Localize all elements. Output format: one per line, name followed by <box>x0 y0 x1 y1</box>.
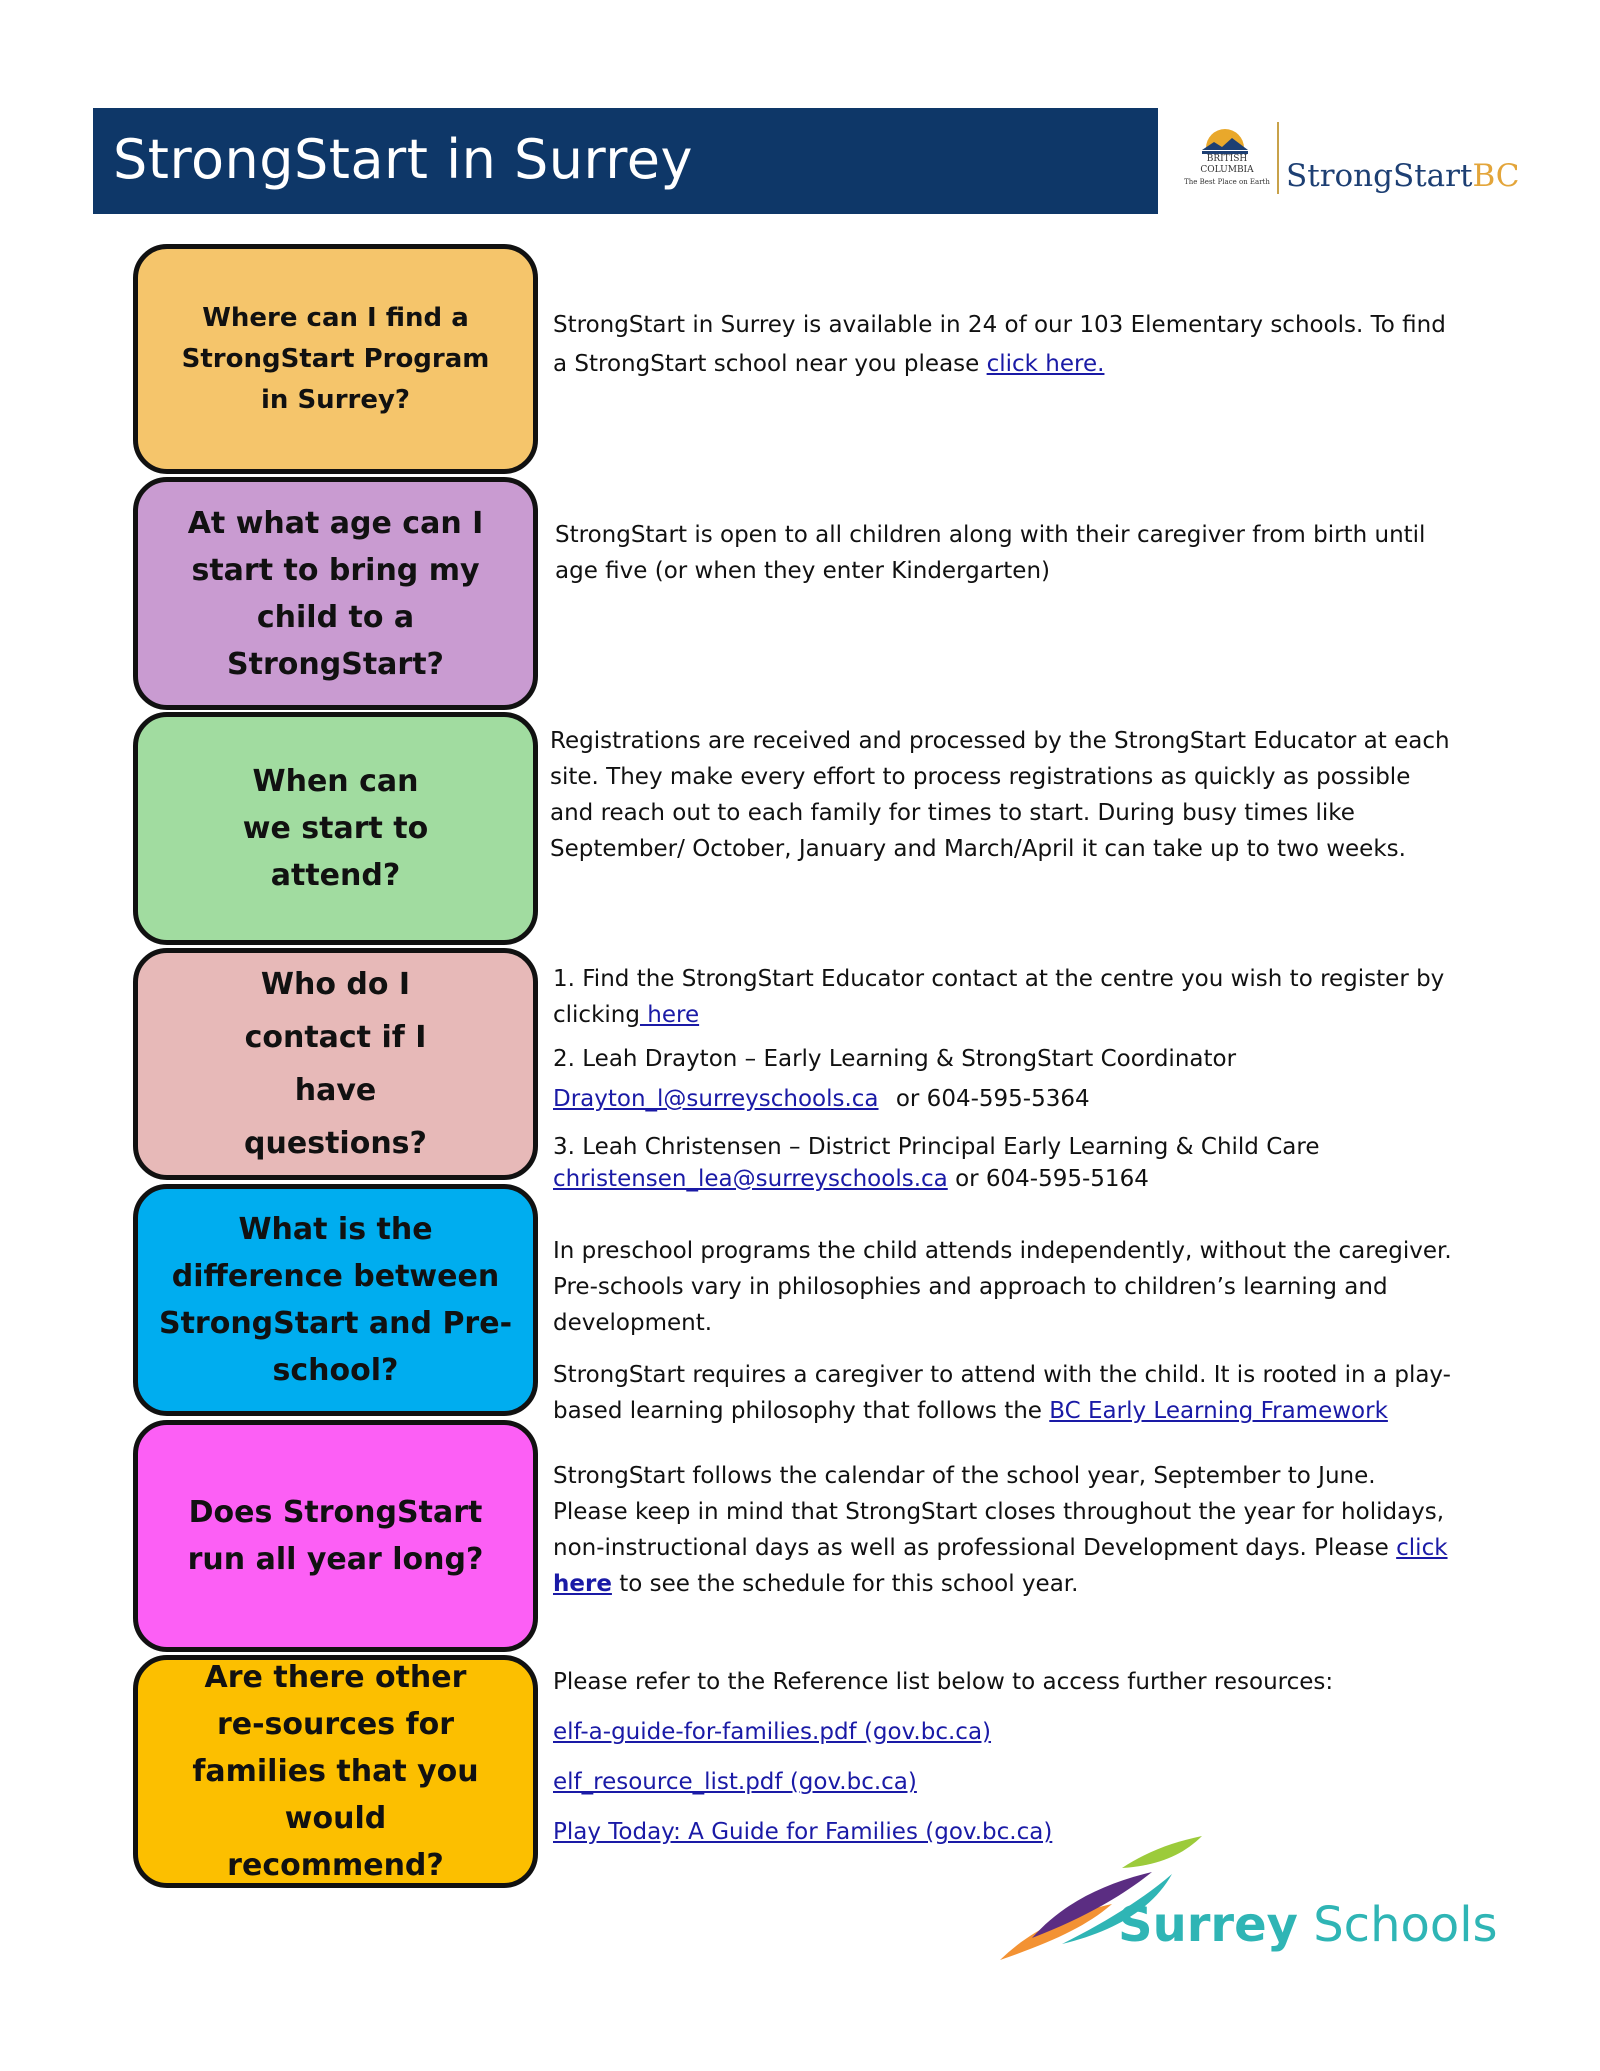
question-text: What is the difference between StrongStart and Pre-school? <box>158 1212 513 1388</box>
bc-logo-text: BRITISH COLUMBIA <box>1200 154 1254 175</box>
question-box-resources <box>133 1655 538 1888</box>
answer-resources: Please refer to the Reference list below to access further resources: elf-a-guide-for-families.pdf (gov.bc.ca) elf_resource_list.pdf (gov.bc.ca) Play Today: A Guide for Families (gov.bc.ca) <box>553 1669 1334 1845</box>
british-columbia-logo <box>1182 118 1272 198</box>
principal-contact: 3. Leah Christensen – District Principal Early Learning & Child Care <box>553 1134 1320 1160</box>
elf-guide-for-families-link[interactable]: elf-a-guide-for-families.pdf (gov.bc.ca) <box>553 1719 992 1745</box>
educator-contacts-link[interactable]: here <box>639 1002 700 1028</box>
question-box-when-attend <box>133 712 538 945</box>
school-calendar-link[interactable]: click here <box>553 1535 1448 1597</box>
question-text: Does StrongStart run all year long? <box>187 1495 484 1577</box>
question-text: When can we start to attend? <box>242 764 429 893</box>
ssbc-logo-suffix: BC <box>1472 158 1520 194</box>
answer-all-year: StrongStart follows the calendar of the school year, September to June. Please keep in mind that StrongStart closes throughout the year for holidays, non-instructional days as well as professional Development days. Please click here to see the schedule for this school year. <box>553 1463 1448 1597</box>
answer-find-program: StrongStart in Surrey is available in 24 of our 103 Elementary schools. To find a StrongStart school near you please click here. <box>553 312 1446 377</box>
preschool-paragraph: In preschool programs the child attends independently, without the caregiver. Pre-schools vary in philosophies and approach to children’s learning and development. <box>553 1238 1452 1336</box>
answer-age: StrongStart is open to all children along with their caregiver from birth until age five (or when they enter Kindergarten) <box>555 522 1426 584</box>
question-box-contact <box>133 948 538 1180</box>
christensen-email-link[interactable]: christensen_lea@surreyschools.ca <box>553 1166 948 1192</box>
elf-resource-list-link[interactable]: elf_resource_list.pdf (gov.bc.ca) <box>553 1769 917 1795</box>
question-text: Are there other re-sources for families that you would recommend? <box>192 1660 479 1883</box>
question-text: Where can I find a StrongStart Program in Surrey? <box>181 302 490 415</box>
ssbc-logo-main: StrongStart <box>1286 158 1473 194</box>
question-box-difference <box>133 1184 538 1416</box>
question-box-age <box>133 477 538 710</box>
coordinator-contact: 2. Leah Drayton – Early Learning & StrongStart Coordinator <box>553 1046 1237 1072</box>
schools-list-link[interactable]: click here. <box>986 351 1105 377</box>
question-text: At what age can I start to bring my child to a StrongStart? <box>187 505 484 682</box>
question-text: Who do I contact if I have questions? <box>244 967 427 1161</box>
drayton-email-link[interactable]: Drayton_l@surreyschools.ca <box>553 1086 879 1112</box>
play-today-guide-link[interactable]: Play Today: A Guide for Families (gov.bc.ca) <box>553 1819 1053 1845</box>
question-box-all-year <box>133 1420 538 1652</box>
header-banner <box>93 108 1158 214</box>
answer-when-attend: Registrations are received and processed by the StrongStart Educator at each site. They make every effort to process registrations as quickly as possible and reach out to each family for times to start. During busy times like September/ October, January and March/April it can take up to two weeks. <box>550 728 1450 862</box>
answer-contact: 1. Find the StrongStart Educator contact at the centre you wish to register by clicking here 2. Leah Drayton – Early Learning & StrongStart Coordinator Drayton_l@surreyschools.ca or 604-595-5364 3. Leah Christensen – District Principal Early Learning & Child Care christensen_lea@surreyschools.ca or 604-595-5164 <box>553 961 1453 1195</box>
bc-logo-tagline: The Best Place on Earth <box>1184 178 1270 186</box>
strongstart-bc-logo <box>1286 158 1520 194</box>
question-box-find-program <box>133 244 538 474</box>
bc-early-learning-framework-link[interactable]: BC Early Learning Framework <box>1049 1398 1388 1424</box>
logo-divider <box>1277 122 1279 194</box>
page-title: StrongStart in Surrey <box>113 128 693 191</box>
surrey-schools-logo-text: Surrey Schools <box>1118 1897 1498 1953</box>
answer-difference: In preschool programs the child attends independently, without the caregiver. Pre-schools vary in philosophies and approach to children’s learning and development. StrongStart requires a caregiver to attend with the child. It is rooted in a play-based learning philosophy that follows the BC Early Learning Framework <box>553 1233 1483 1429</box>
bc-sun-icon <box>1200 124 1250 158</box>
